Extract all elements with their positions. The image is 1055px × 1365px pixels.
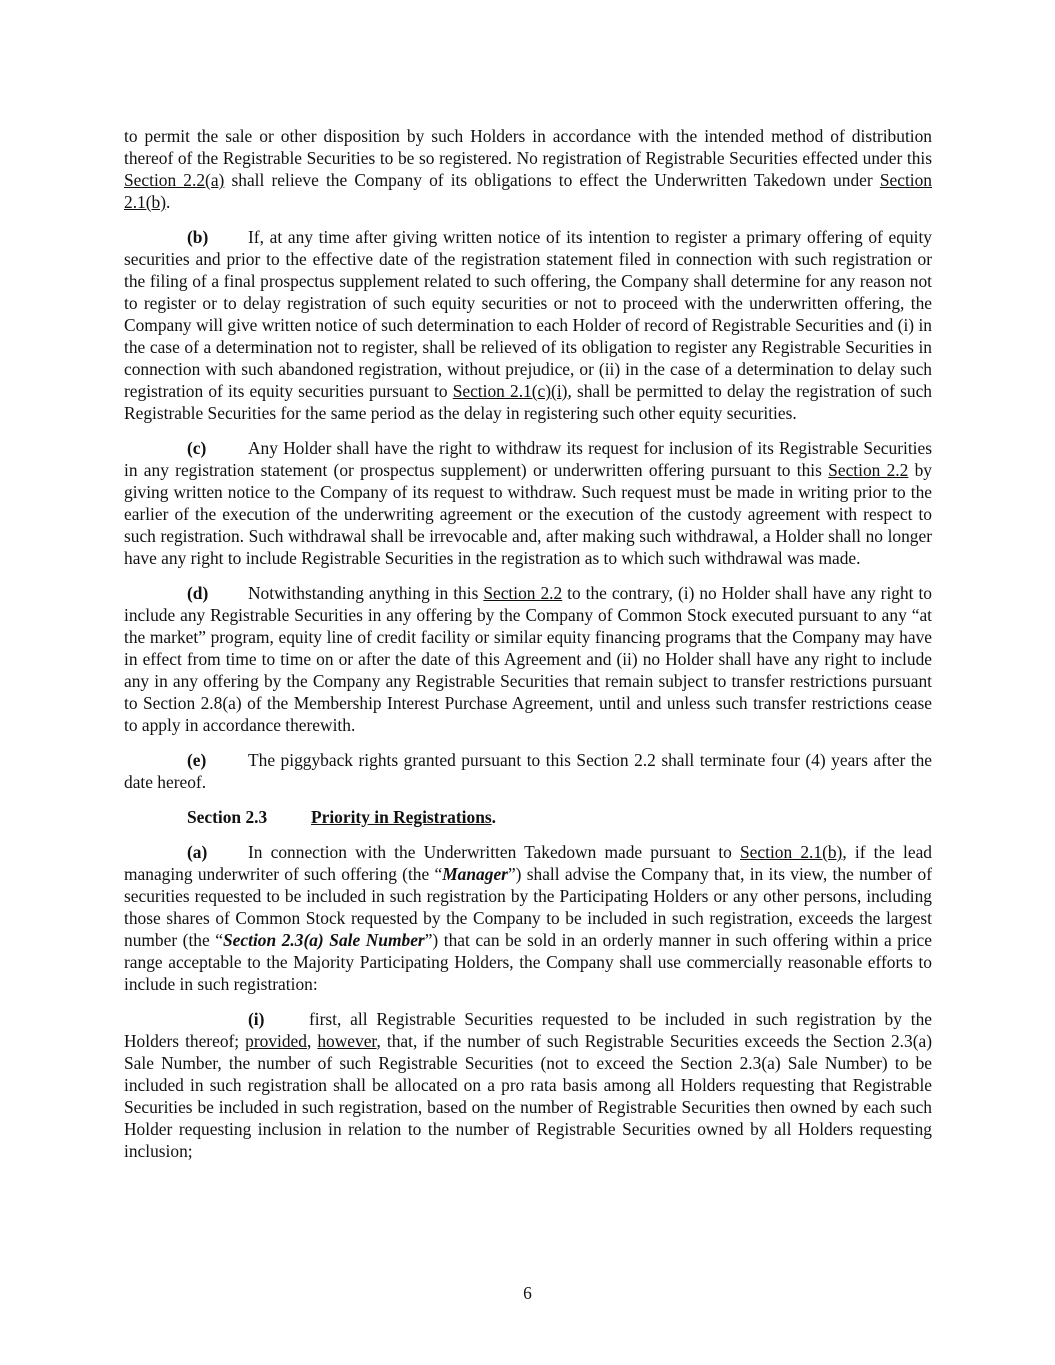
paragraph-label: (d) — [187, 583, 209, 603]
text-run: . — [166, 192, 171, 212]
text-run: to the contrary, (i) no Holder shall have any right to include any Registrable Securities in any offering by the Company of Common Stock executed pursuant to any “at the market” program, equity line of credit facility or similar equity financing programs that the Company may have in effect from time to time on or after the date of this Agreement and (ii) no Holder shall have any right to include any in any offering by the Company any Registrable Securities that remain subject to transfer restrictions pursuant to Section 2.8(a) of the Membership Interest Purchase Agreement, until and unless such transfer restrictions cease to apply in accordance therewith. — [124, 583, 932, 735]
text-run: ”) that can be sold in an orderly manner in such offering within a price range acceptable to the Majority Participating Holders, the Company shall use commercially reasonable efforts to include in such registration: — [124, 930, 932, 994]
section-number: Section 2.3 — [187, 807, 268, 827]
paragraph-label: (i) — [248, 1009, 265, 1029]
text-run: , shall be permitted to delay the registration of such Registrable Securities for the same period as the delay in registering such other equity securities. — [124, 381, 932, 423]
paragraph-label: (e) — [187, 750, 207, 770]
paragraph-label: (b) — [187, 227, 209, 247]
page-body — [124, 125, 932, 1175]
text-run: to permit the sale or other disposition by such Holders in accordance with the intended method of distribution thereof of the Registrable Securities to be so registered. No registration of Registrable Securities effected under this — [124, 126, 932, 168]
text-run: shall relieve the Company of its obligations to effect the Underwritten Takedown under — [224, 170, 880, 190]
underlined-term: however — [317, 1031, 377, 1051]
section-reference: Section 2.2(a) — [124, 170, 225, 190]
paragraph-continuation — [124, 125, 932, 213]
text-run: Notwithstanding anything in this — [248, 583, 484, 603]
paragraph-d — [124, 582, 932, 736]
text-run: The piggyback rights granted pursuant to this Section 2.2 shall terminate four (4) years after the date hereof. — [124, 750, 932, 792]
paragraph-c — [124, 437, 932, 569]
text-run: , that, if the number of such Registrable Securities exceeds the Section 2.3(a) Sale Number, the number of such Registrable Securities (not to exceed the Section 2.3(a) Sale Number) to be included in such registration shall be allocated on a pro rata basis among all Holders requesting that Registrable Securities be included in such registration, based on the number of Registrable Securities then owned by each such Holder requesting inclusion in relation to the number of Registrable Securities owned by all Holders requesting inclusion; — [124, 1031, 932, 1161]
text-run: first, all Registrable Securities requested to be included in such registration by the Holders thereof; — [124, 1009, 932, 1051]
section-reference: Section 2.2 — [828, 460, 909, 480]
paragraph-label: (c) — [187, 438, 207, 458]
section-title-period: . — [491, 807, 496, 827]
text-run: In connection with the Underwritten Takedown made pursuant to — [248, 842, 741, 862]
paragraph-i — [124, 1008, 932, 1162]
section-title: Priority in Registrations — [311, 807, 492, 827]
defined-term: Manager — [442, 864, 508, 884]
section-heading — [124, 806, 932, 828]
text-run: If, at any time after giving written notice of its intention to register a primary offering of equity securities and prior to the effective date of the registration statement filed in connection with such registration or the filing of a final prospectus supplement related to such offering, the Company shall determine for any reason not to register or to delay registration of such equity securities or not to proceed with the underwritten offering, the Company will give written notice of such determination to each Holder of record of Registrable Securities and (i) in the case of a determination not to register, shall be relieved of its obligation to register any Registrable Securities in connection with such abandoned registration, without prejudice, or (ii) in the case of a determination to delay such registration of its equity securities pursuant to — [124, 227, 932, 401]
text-run: , if the lead managing underwriter of such offering (the “ — [124, 842, 933, 884]
section-reference: Section 2.1(c)(i) — [452, 381, 568, 401]
paragraph-e — [124, 749, 932, 793]
defined-term: Section 2.3(a) Sale Number — [223, 930, 425, 950]
section-reference: Section 2.1(b) — [124, 170, 932, 212]
section-reference: Section 2.1(b) — [740, 842, 843, 862]
text-run: Any Holder shall have the right to withdraw its request for inclusion of its Registrable Securities in any registration statement (or prospectus supplement) or underwritten offering pursuant to this — [124, 438, 932, 480]
paragraph-label: (a) — [187, 842, 208, 862]
page-number: 6 — [523, 1283, 532, 1303]
underlined-term: provided — [245, 1031, 307, 1051]
paragraph-a — [124, 841, 932, 995]
section-reference: Section 2.2 — [483, 583, 563, 603]
text-run: by giving written notice to the Company of its request to withdraw. Such request must be made in writing prior to the earlier of the execution of the underwriting agreement or the execution of the custody agreement with respect to such registration. Such withdrawal shall be irrevocable and, after making such withdrawal, a Holder shall no longer have any right to include Registrable Securities in the registration as to which such withdrawal was made. — [124, 460, 933, 568]
text-run: , — [306, 1031, 318, 1051]
paragraph-b — [124, 226, 932, 424]
text-run: ”) shall advise the Company that, in its view, the number of securities requested to be included in such registration by the Participating Holders or any other persons, including those shares of Common Stock requested by the Company to be included in such registration, exceeds the largest number (the “ — [124, 864, 932, 950]
